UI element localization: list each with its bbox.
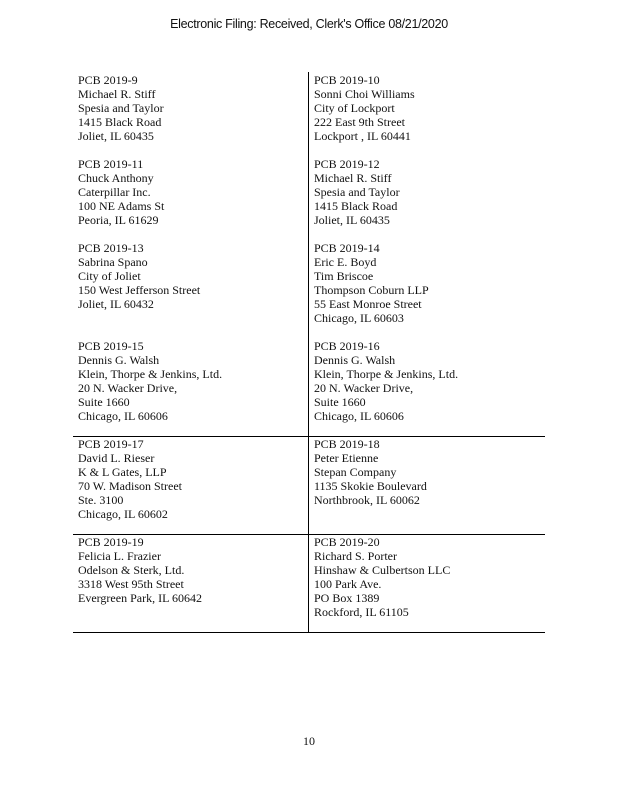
address-line: 150 West Jefferson Street [78, 283, 201, 297]
address-line: Eric E. Boyd [314, 255, 377, 269]
address-line: Joliet, IL 60432 [78, 297, 154, 311]
service-entry [78, 241, 200, 311]
case-number: PCB 2019-19 [78, 535, 144, 549]
service-entry [314, 241, 429, 325]
address-line: Caterpillar Inc. [78, 185, 151, 199]
address-line: 20 N. Wacker Drive, [78, 381, 178, 395]
address-line: Peoria, IL 61629 [78, 213, 159, 227]
service-entry [314, 73, 415, 143]
address-line: Sabrina Spano [78, 255, 148, 269]
address-line: K & L Gates, LLP [78, 465, 167, 479]
address-line: Odelson & Sterk, Ltd. [78, 563, 185, 577]
address-line: City of Lockport [314, 101, 395, 115]
address-line: Ste. 3100 [78, 493, 124, 507]
case-number: PCB 2019-11 [78, 157, 144, 171]
address-line: Suite 1660 [78, 395, 130, 409]
address-line: City of Joliet [78, 269, 141, 283]
case-number: PCB 2019-16 [314, 339, 380, 353]
service-entry [78, 73, 164, 143]
service-entry [78, 157, 164, 227]
service-entry [78, 535, 202, 605]
address-line: 100 NE Adams St [78, 199, 165, 213]
service-entry [314, 339, 458, 423]
address-line: Rockford, IL 61105 [314, 605, 409, 619]
address-line: 20 N. Wacker Drive, [314, 381, 414, 395]
electronic-filing-stamp: Electronic Filing: Received, Clerk's Office 08/21/2020 [170, 17, 448, 31]
address-line: Suite 1660 [314, 395, 366, 409]
case-number: PCB 2019-20 [314, 535, 380, 549]
address-line: Sonni Choi Williams [314, 87, 415, 101]
row-divider-3 [73, 632, 545, 633]
address-line: Michael R. Stiff [78, 87, 156, 101]
address-line: Hinshaw & Culbertson LLC [314, 563, 451, 577]
address-line: Evergreen Park, IL 60642 [78, 591, 202, 605]
case-number: PCB 2019-13 [78, 241, 144, 255]
address-line: 1415 Black Road [314, 199, 398, 213]
service-entry [78, 437, 182, 521]
address-line: Chicago, IL 60603 [314, 311, 404, 325]
service-entry [314, 157, 400, 227]
address-line: 1415 Black Road [78, 115, 162, 129]
service-entry [78, 339, 222, 423]
address-line: David L. Rieser [78, 451, 155, 465]
address-line: Chuck Anthony [78, 171, 154, 185]
address-line: Joliet, IL 60435 [78, 129, 154, 143]
case-number: PCB 2019-18 [314, 437, 380, 451]
address-line: Felicia L. Frazier [78, 549, 161, 563]
case-number: PCB 2019-14 [314, 241, 380, 255]
service-entry [314, 437, 427, 507]
address-line: Spesia and Taylor [314, 185, 400, 199]
address-line: 55 East Monroe Street [314, 297, 422, 311]
case-number: PCB 2019-15 [78, 339, 144, 353]
case-number: PCB 2019-9 [78, 73, 138, 87]
address-line: Michael R. Stiff [314, 171, 392, 185]
address-line: 100 Park Ave. [314, 577, 382, 591]
address-line: Dennis G. Walsh [314, 353, 396, 367]
address-line: PO Box 1389 [314, 591, 380, 605]
address-line: Chicago, IL 60606 [78, 409, 168, 423]
address-line: Peter Etienne [314, 451, 379, 465]
address-line: Northbrook, IL 60062 [314, 493, 420, 507]
address-line: 3318 West 95th Street [78, 577, 184, 591]
column-divider [308, 72, 309, 633]
address-line: Klein, Thorpe & Jenkins, Ltd. [78, 367, 223, 381]
address-line: 222 East 9th Street [314, 115, 405, 129]
address-line: Chicago, IL 60606 [314, 409, 404, 423]
address-line: Thompson Coburn LLP [314, 283, 429, 297]
address-line: Tim Briscoe [314, 269, 374, 283]
address-line: Dennis G. Walsh [78, 353, 160, 367]
address-line: 1135 Skokie Boulevard [314, 479, 427, 493]
address-line: Lockport , IL 60441 [314, 129, 411, 143]
case-number: PCB 2019-17 [78, 437, 144, 451]
case-number: PCB 2019-10 [314, 73, 380, 87]
service-entry [314, 535, 450, 619]
address-line: Stepan Company [314, 465, 397, 479]
case-number: PCB 2019-12 [314, 157, 380, 171]
address-line: Spesia and Taylor [78, 101, 164, 115]
address-line: Klein, Thorpe & Jenkins, Ltd. [314, 367, 459, 381]
page-number: 10 [303, 734, 315, 748]
address-line: Richard S. Porter [314, 549, 397, 563]
address-line: Joliet, IL 60435 [314, 213, 390, 227]
address-line: Chicago, IL 60602 [78, 507, 168, 521]
address-line: 70 W. Madison Street [78, 479, 182, 493]
